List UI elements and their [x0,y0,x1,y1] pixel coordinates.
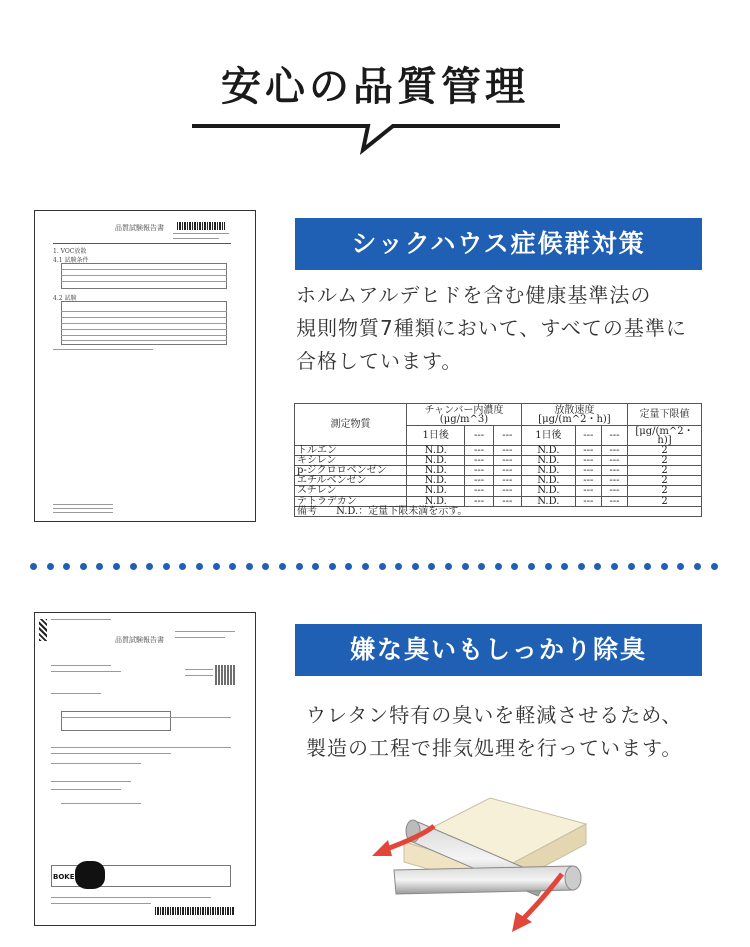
divider-dot [578,563,585,570]
cell: --- [601,496,627,506]
sick-house-description [296,279,726,378]
cell: N.D. [407,476,465,486]
cell: --- [465,486,493,496]
divider-dot [644,563,651,570]
divider-dot [262,563,269,570]
chamber-label: チャンバー内濃度 [424,404,504,416]
cell: N.D. [521,476,575,486]
cell: --- [575,455,601,465]
table-row [295,445,702,455]
divider-dot [229,563,236,570]
divider-dot [379,563,386,570]
sub-dash: --- [465,426,493,445]
description-line: 製造の工程で排気処理を行っています。 [306,736,683,760]
divider-dot [711,563,718,570]
divider-dot [412,563,419,570]
report-title-2: 品質試験報告書 [115,636,164,644]
divider-dot [628,563,635,570]
description-line: 規則物質7種類において、すべての基準に [296,316,687,340]
cell: --- [465,496,493,506]
lower-roller-end [565,866,581,890]
cell: --- [575,496,601,506]
cell: 2 [628,496,702,506]
cell: N.D. [521,455,575,465]
cell: 2 [628,455,702,465]
dotted-divider [30,563,722,573]
cell: --- [575,466,601,476]
col-chamber [407,404,522,426]
doc-sub-1: 4.1 試験条件 [53,257,89,264]
cell: --- [493,486,521,496]
cell: N.D. [521,466,575,476]
doc-section-2: 4.2 試験 [53,295,77,302]
divider-dot [495,563,502,570]
cell: N.D. [407,466,465,476]
divider-dot [462,563,469,570]
doc-section-1: 1. VOC放散 [53,248,87,255]
cell: --- [601,476,627,486]
emission-unit: [μg/(m^2・h)] [538,413,611,425]
divider-dot [594,563,601,570]
divider-dot [47,563,54,570]
sub-day1: 1日後 [407,426,465,445]
cell-name: キシレン [295,455,407,465]
divider-dot [478,563,485,570]
cell: N.D. [407,486,465,496]
arrow-left-head [372,840,392,856]
sub-dash: --- [601,426,627,445]
divider-dot [130,563,137,570]
sick-house-heading: シックハウス症候群対策 [295,218,702,270]
col-emission [521,404,627,426]
cell-name: エチルベンゼン [295,476,407,486]
description-line: ホルムアルデヒドを含む健康基準法の [296,283,652,307]
cell: N.D. [407,455,465,465]
note-label: 備考 [297,505,317,517]
table-row [295,476,702,486]
table-row [295,486,702,496]
barcode [177,222,225,230]
divider-dot [694,563,701,570]
cell: --- [493,445,521,455]
divider-dot [395,563,402,570]
divider-dot [445,563,452,570]
divider-dot [80,563,87,570]
cell: N.D. [407,445,465,455]
divider-dot [312,563,319,570]
col-substance: 測定物質 [295,404,407,446]
cell: 2 [628,476,702,486]
report-title: 品質試験報告書 [115,224,164,232]
cell: --- [465,476,493,486]
col-limit: 定量下限値 [628,404,702,426]
divider-dot [30,563,37,570]
divider-dot [362,563,369,570]
cell: 2 [628,445,702,455]
divider-dot [561,563,568,570]
limit-unit: [μg/(m^2・h)] [628,426,702,445]
description-line: ウレタン特有の臭いを軽減させるため、 [306,703,683,727]
divider-dot [96,563,103,570]
divider-dot [661,563,668,570]
divider-dot [677,563,684,570]
note-text: N.D.：定量下限未満を示す。 [336,505,468,517]
divider-dot [545,563,552,570]
divider-dot [146,563,153,570]
cell: --- [575,486,601,496]
cell: N.D. [521,486,575,496]
divider-dot [179,563,186,570]
exhaust-roller-illustration [362,790,588,938]
divider-dot [246,563,253,570]
divider-dot [611,563,618,570]
divider-dot [511,563,518,570]
divider-dot [428,563,435,570]
emission-label: 放散速度 [554,404,595,416]
divider-dot [329,563,336,570]
cell: N.D. [521,445,575,455]
divider-dot [163,563,170,570]
cell: --- [465,455,493,465]
cell: --- [601,445,627,455]
boken-stamp: BOKEN [53,873,81,881]
divider-dot [213,563,220,570]
cell: 2 [628,486,702,496]
cell: --- [465,466,493,476]
cell-name: スチレン [295,486,407,496]
table-note-row [295,506,702,516]
cell: 2 [628,466,702,476]
qr-code [215,665,235,685]
cell: --- [575,445,601,455]
barcode-2 [155,907,235,915]
sub-dash: --- [493,426,521,445]
cell: --- [493,476,521,486]
divider-dot [63,563,70,570]
cell: --- [493,496,521,506]
divider-dot [113,563,120,570]
divider-dot [296,563,303,570]
voc-test-report-image [34,210,256,522]
cell: --- [493,455,521,465]
cell-name: テトラデカン [295,496,407,506]
cell: --- [601,486,627,496]
cell-name: トルエン [295,445,407,455]
table-row [295,496,702,506]
chamber-unit: (μg/m^3) [439,413,489,425]
sub-dash: --- [575,426,601,445]
cell: N.D. [407,496,465,506]
page-title: 安心の品質管理 [221,64,529,110]
divider-dot [196,563,203,570]
scan-marker [39,619,47,641]
divider-dot [345,563,352,570]
odor-removal-heading: 嫌な臭いもしっかり除臭 [295,624,702,676]
cell: --- [575,476,601,486]
divider-dot [279,563,286,570]
description-line: 合格しています。 [296,349,463,373]
cell: --- [601,466,627,476]
cell: --- [465,445,493,455]
odor-test-report-image [34,612,256,926]
table-note [295,506,702,516]
cell: --- [601,455,627,465]
odor-removal-description [306,699,736,765]
speech-bubble-underline [192,118,560,158]
cell: N.D. [521,496,575,506]
divider-dot [528,563,535,570]
cell: --- [493,466,521,476]
sub-day1: 1日後 [521,426,575,445]
cell-name: p-ジクロロベンゼン [295,466,407,476]
voc-results-table [294,403,702,517]
